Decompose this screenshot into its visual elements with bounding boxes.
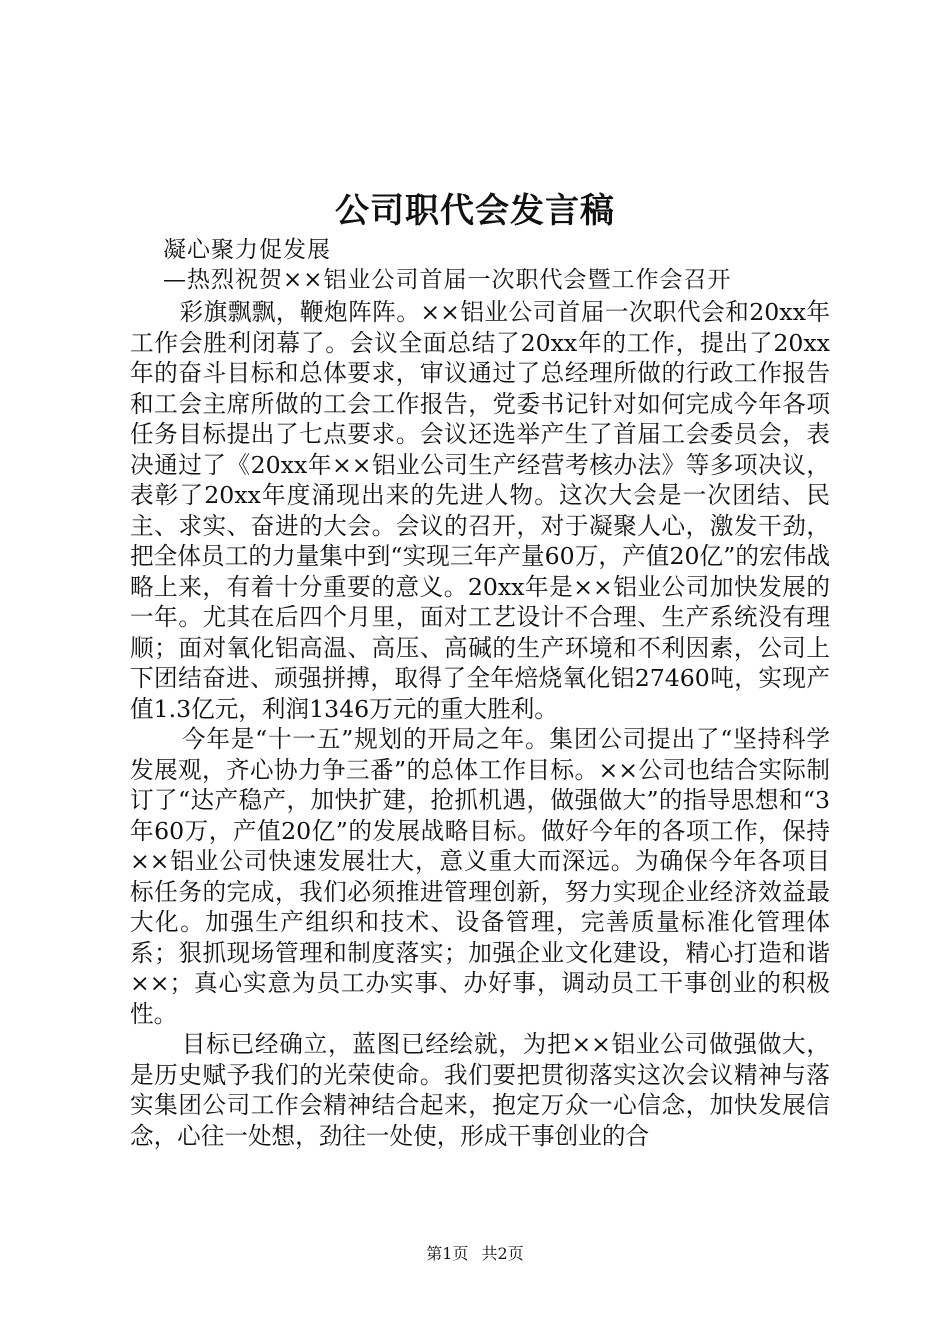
document-body — [130, 297, 830, 1151]
document-subtitle-dedication: —热烈祝贺××铝业公司首届一次职代会暨工作会召开 — [163, 267, 732, 293]
body-paragraph: 彩旗飘飘，鞭炮阵阵。××铝业公司首届一次职代会和20xx年工作会胜利闭幕了。会议全面总结了20xx年的工作，提出了20xx年的奋斗目标和总体要求，审议通过了总经理所做的行政工作报告和工会主席所做的工会工作报告，党委书记针对如何完成今年各项任务目标提出了七点要求。会议还选举产生了首届工会委员会，表决通过了《20xx年××铝业公司生产经营考核办法》等多项决议，表彰了20xx年度涌现出来的先进人物。这次大会是一次团结、民主、求实、奋进的大会。会议的召开，对于凝聚人心，激发干劲，把全体员工的力量集中到“实现三年产量60万，产值20亿”的宏伟战略上来，有着十分重要的意义。20xx年是××铝业公司加快发展的一年。尤其在后四个月里，面对工艺设计不合理、生产系统没有理顺；面对氧化铝高温、高压、高碱的生产环境和不利因素，公司上下团结奋进、顽强拼搏，取得了全年焙烧氧化铝27460吨，实现产值1.3亿元，利润1346万元的重大胜利。 — [130, 298, 830, 723]
page-footer — [0, 1241, 950, 1264]
page-number: 第1页 — [426, 1244, 469, 1263]
document-subtitle: 凝心聚力促发展 — [163, 237, 331, 263]
body-paragraph: 目标已经确立，蓝图已经绘就，为把××铝业公司做强做大，是历史赋予我们的光荣使命。我们要把贯彻落实这次会议精神与落实集团公司工作会精神结合起来，抱定万众一心信念，加快发展信念，心往一处想，劲往一处使，形成干事创业的合 — [130, 1030, 830, 1150]
body-paragraph: 今年是“十一五”规划的开局之年。集团公司提出了“坚持科学发展观，齐心协力争三番”的总体工作目标。××公司也结合实际制订了“达产稳产，加快扩建，抢抓机遇，做强做大”的指导思想和“3年60万，产值20亿”的发展战略目标。做好今年的各项工作，保持××铝业公司快速发展壮大，意义重大而深远。为确保今年各项目标任务的完成，我们必须推进管理创新，努力实现企业经济效益最大化。加强生产组织和技术、设备管理，完善质量标准化管理体系；狠抓现场管理和制度落实；加强企业文化建设，精心打造和谐××；真心实意为员工办实事、办好事，调动员工干事创业的积极性。 — [130, 725, 830, 1028]
page-total: 共2页 — [481, 1244, 524, 1263]
document-title: 公司职代会发言稿 — [335, 191, 615, 231]
